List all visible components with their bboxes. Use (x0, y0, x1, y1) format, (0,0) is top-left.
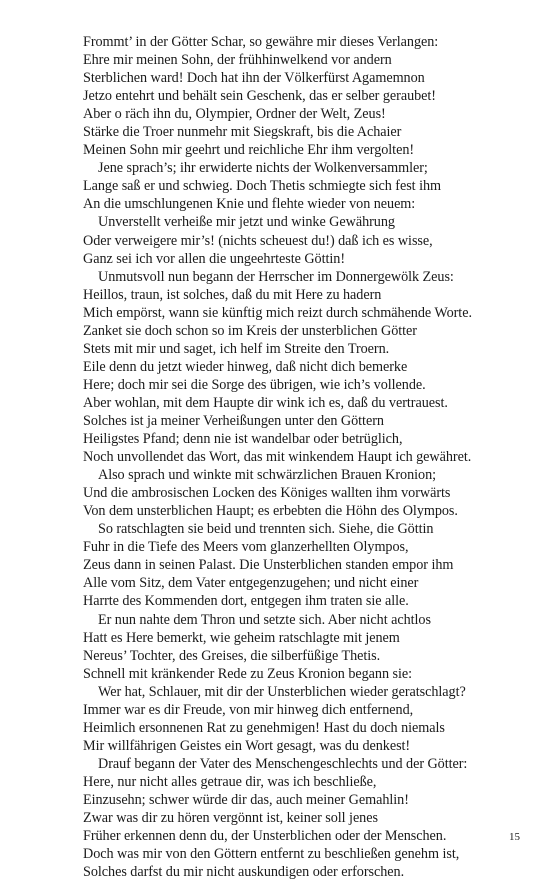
verse-line: Solches darfst du mir nicht auskundigen oder erforschen. (83, 864, 405, 881)
verse-line: Stärke die Troer nunmehr mit Siegskraft, bis die Achaier (83, 124, 402, 141)
verse-line: Doch was mir von den Göttern entfernt zu beschließen genehm ist, (83, 846, 460, 863)
verse-line: Früher erkennen denn du, der Unsterblichen oder der Menschen. (83, 828, 447, 845)
verse-line: Also sprach und winkte mit schwärzlichen Brauen Kronion; (98, 467, 437, 484)
verse-line: Heillos, traun, ist solches, daß du mit Here zu hadern (83, 286, 382, 303)
verse-line: Unverstellt verheiße mir jetzt und winke Gewährung (98, 214, 395, 231)
verse-line: Aber o räch ihn du, Olympier, Ordner der Welt, Zeus! (83, 106, 386, 123)
verse-line: Fuhr in die Tiefe des Meers vom glanzerhellten Olympos, (83, 539, 409, 556)
verse-line: Solches ist ja meiner Verheißungen unter den Göttern (83, 412, 384, 429)
verse-line: Aber wohlan, mit dem Haupte dir wink ich es, daß du vertrauest. (83, 394, 448, 411)
verse-line: Drauf begann der Vater des Menschengeschlechts und der Götter: (98, 755, 468, 772)
verse-line: Hatt es Here bemerkt, wie geheim ratschlagte mit jenem (83, 629, 400, 646)
verse-line: Harrte des Kommenden dort, entgegen ihm traten sie alle. (83, 593, 409, 610)
verse-line: Immer war es dir Freude, von mir hinweg dich entfernend, (83, 701, 414, 718)
verse-line: Er nun nahte dem Thron und setzte sich. Aber nicht achtlos (98, 611, 431, 628)
verse-line: Unmutsvoll nun begann der Herrscher im Donnergewölk Zeus: (98, 268, 454, 285)
verse-line: Mir willfährigen Geistes ein Wort gesagt, was du denkest! (83, 737, 411, 754)
poem-text (83, 33, 523, 881)
verse-line: Here, nur nicht alles getraue dir, was ich beschließe, (83, 773, 377, 790)
verse-line: Schnell mit kränkender Rede zu Zeus Kronion begann sie: (83, 665, 412, 682)
verse-line: Ehre mir meinen Sohn, der frühhinwelkend vor andern (83, 52, 392, 69)
verse-line: Zanket sie doch schon so im Kreis der unsterblichen Götter (83, 322, 417, 339)
verse-line: Lange saß er und schwieg. Doch Thetis schmiegte sich fest ihm (83, 178, 441, 195)
verse-line: Sterblichen ward! Doch hat ihn der Völkerfürst Agamemnon (83, 70, 425, 87)
verse-line: Mich empörst, wann sie künftig mich reizt durch schmähende Worte. (83, 304, 472, 321)
verse-line: Von dem unsterblichen Haupt; es erbebten die Höhn des Olympos. (83, 503, 458, 520)
verse-line: Heimlich ersonnenen Rat zu genehmigen! Hast du doch niemals (83, 719, 445, 736)
verse-line: Here; doch mir sei die Sorge des übrigen, wie ich’s vollende. (83, 376, 426, 393)
verse-line: Oder verweigere mir’s! (nichts scheuest du!) daß ich es wisse, (83, 232, 433, 249)
page-number: 15 (509, 831, 520, 843)
verse-line: Meinen Sohn mir geehrt und reichliche Ehr ihm vergolten! (83, 142, 415, 159)
verse-line: Nereus’ Tochter, des Greises, die silberfüßige Thetis. (83, 647, 381, 664)
verse-line: Wer hat, Schlauer, mit dir der Unsterblichen wieder geratschlagt? (98, 683, 466, 700)
verse-line: Jene sprach’s; ihr erwiderte nichts der Wolkenversammler; (98, 160, 428, 177)
verse-line: Zeus dann in seinen Palast. Die Unsterblichen standen empor ihm (83, 557, 454, 574)
verse-line: Zwar was dir zu hören vergönnt ist, keiner soll jenes (83, 810, 378, 827)
verse-line: Heiligstes Pfand; denn nie ist wandelbar oder betrüglich, (83, 431, 403, 448)
verse-line: An die umschlungenen Knie und flehte wieder von neuem: (83, 196, 416, 213)
verse-line: Einzusehn; schwer würde dir das, auch meiner Gemahlin! (83, 791, 409, 808)
verse-line: Ganz sei ich vor allen die ungeehrteste Göttin! (83, 250, 345, 267)
verse-line: Alle vom Sitz, dem Vater entgegenzugehen; und nicht einer (83, 575, 419, 592)
verse-line: Frommt’ in der Götter Schar, so gewähre mir dieses Verlangen: (83, 34, 439, 50)
verse-line: Eile denn du jetzt wieder hinweg, daß nicht dich bemerke (83, 358, 408, 375)
verse-line: Stets mit mir und saget, ich helf im Streite den Troern. (83, 340, 390, 357)
verse-line: Noch unvollendet das Wort, das mit winkendem Haupt ich gewähret. (83, 449, 472, 466)
verse-line: Und die ambrosischen Locken des Königes wallten ihm vorwärts (83, 485, 451, 502)
verse-line: So ratschlagten sie beid und trennten sich. Siehe, die Göttin (98, 521, 434, 538)
verse-line: Jetzo entehrt und behält sein Geschenk, das er selber geraubet! (83, 88, 436, 105)
